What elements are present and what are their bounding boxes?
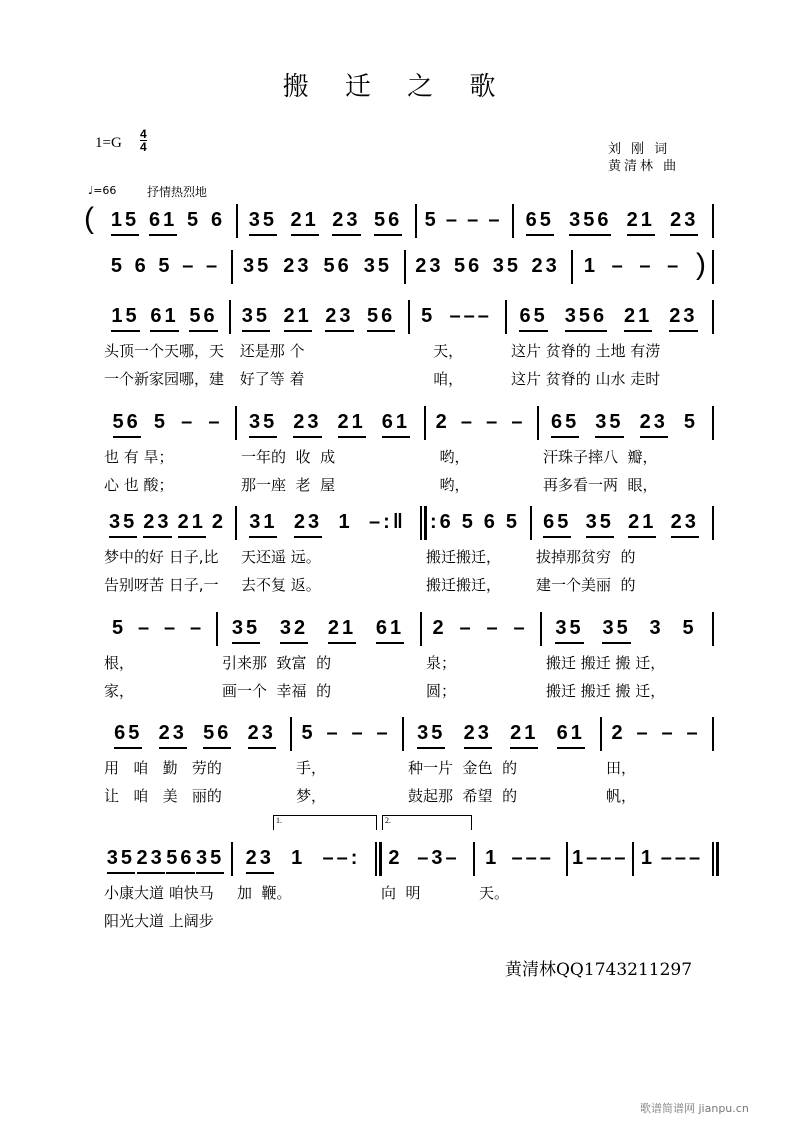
note-group: 23 [294, 510, 322, 538]
note-group: 1 [583, 255, 598, 277]
note-group: 15 [111, 304, 139, 332]
barline [229, 300, 231, 334]
note-group: 23 [248, 721, 276, 749]
note-group: 56 [113, 410, 141, 438]
note-group: 35 [109, 510, 137, 538]
measure [536, 510, 706, 540]
note-group: 5 [461, 511, 476, 533]
barline [420, 506, 422, 540]
note-group: – [351, 722, 366, 744]
lyric-verse-1: 小康大道 咱快马 [104, 884, 214, 902]
lyric-verse-1: 汗珠子摔八 瓣， [543, 448, 658, 466]
note-group: – [189, 617, 205, 639]
note-group: – [639, 255, 654, 277]
lyric-verse-2: 圆； [426, 682, 457, 700]
measure [106, 616, 210, 646]
lyric-verse-1: 泉； [426, 654, 457, 672]
note-group: –:‖ [369, 511, 406, 533]
measure [381, 846, 467, 876]
lyric-verse-2: 咱， [414, 370, 464, 388]
measure [242, 208, 409, 238]
lyric-verse-1: 用 咱 勤 劳的 [104, 759, 222, 777]
note-group: 5 [187, 209, 202, 231]
note-group: 23 [332, 208, 360, 236]
volta-1: 1. [273, 815, 377, 830]
lyric-verse-2: 哟， [430, 476, 470, 494]
note-group: – [611, 255, 626, 277]
measure [518, 208, 706, 238]
barline [236, 204, 238, 238]
key-signature: 1=G [95, 135, 122, 151]
lyric-verse-1: 还是那 个 [235, 342, 305, 360]
note-group: 23 [143, 510, 171, 538]
measure [572, 846, 629, 876]
barline [712, 612, 714, 646]
note-group: 35 [417, 721, 445, 749]
note-group: ––– [586, 847, 629, 869]
measure [511, 304, 706, 334]
measure [237, 254, 398, 284]
lyric-verse-1: 哟， [430, 448, 470, 466]
barline [473, 842, 475, 876]
note-group: – [467, 209, 482, 231]
note-group: ––: [322, 847, 361, 869]
note-group: 23 [325, 304, 353, 332]
note-group: 5 [158, 255, 173, 277]
note-group: 21 [178, 510, 206, 538]
measure [106, 254, 225, 284]
time-top: 4 [140, 127, 147, 141]
note-group: – [667, 255, 682, 277]
note-group: 23 [283, 255, 312, 277]
note-group: 23 [640, 410, 668, 438]
note-group: ––– [449, 305, 492, 327]
song-title: 搬 迁 之 歌 [282, 72, 510, 102]
lyric-verse-1: 也 有 旱； [104, 448, 174, 466]
note-group: 21 [628, 510, 656, 538]
note-group: – [488, 209, 503, 231]
lyric-verse-1: 梦中的好 日子,比 [104, 548, 219, 566]
note-group: 1 [572, 847, 587, 869]
barline [402, 717, 404, 751]
lyric-verse-2: 一个新家园哪，建 [104, 370, 225, 388]
note-group: 21 [627, 208, 655, 236]
note-group: – [137, 617, 153, 639]
expression-mark: 抒情热烈地 [147, 185, 208, 199]
lyric-verse-2: 再多看一两 眼， [543, 476, 658, 494]
note-group: 5 [683, 411, 698, 433]
note-group: 35 [555, 616, 583, 644]
note-group: – [326, 722, 341, 744]
barline [566, 842, 568, 876]
note-group: 6 [134, 255, 149, 277]
measure [479, 846, 560, 876]
time-signature [140, 128, 147, 153]
time-bottom: 4 [140, 140, 147, 154]
note-group: 21 [510, 721, 538, 749]
note-group: – [686, 722, 701, 744]
open-paren: ( [84, 202, 94, 235]
note-group: 5 [301, 722, 316, 744]
measure [414, 304, 499, 334]
note-group: 65 [551, 410, 579, 438]
note-group: 35 [243, 255, 272, 277]
note-group: 32 [280, 616, 308, 644]
note-group: 65 [114, 721, 142, 749]
lyric-verse-2: 梦， [296, 787, 327, 805]
lyricist-credit: 刘 刚 词 [608, 142, 671, 157]
note-group: 356 [569, 208, 611, 236]
lyric-verse-1: 根， [104, 654, 135, 672]
note-group: 31 [249, 510, 277, 538]
note-group: 5 [111, 617, 127, 639]
note-group: 6 [483, 511, 498, 533]
note-group: 35 [492, 255, 521, 277]
note-group: 15 [111, 208, 139, 236]
note-group: 56 [367, 304, 395, 332]
measure [222, 616, 414, 646]
lyric-verse-1: 天。 [479, 884, 510, 902]
note-group: – [376, 722, 391, 744]
lyric-verse-1: 天还遥 远。 [241, 548, 321, 566]
measure [106, 721, 284, 751]
note-group: 56 [203, 721, 231, 749]
measure [106, 208, 230, 238]
volta-2: 2. [382, 815, 472, 830]
barline [712, 717, 714, 751]
barline [716, 842, 719, 876]
lyric-verse-2: 好了等 着 [235, 370, 305, 388]
lyric-verse-2: 搬迁搬迁， [426, 576, 502, 594]
note-group: 356 [565, 304, 607, 332]
barline [408, 300, 410, 334]
measure [577, 254, 688, 284]
note-group: 35 [586, 510, 614, 538]
measure [106, 304, 223, 334]
note-group: 21 [624, 304, 652, 332]
note-group: – [208, 411, 223, 433]
lyric-verse-2: 画一个 幸福 的 [222, 682, 332, 700]
note-group: 23 [415, 255, 444, 277]
lyric-verse-1: 向 明 [381, 884, 421, 902]
note-group: – [445, 209, 460, 231]
note-group: 23 [669, 304, 697, 332]
barline [512, 204, 514, 238]
barline [235, 506, 237, 540]
barline [712, 250, 714, 284]
measure [408, 721, 594, 751]
note-group: 56 [454, 255, 483, 277]
note-group: 5 [682, 617, 697, 639]
barline [290, 717, 292, 751]
note-group: 61 [376, 616, 404, 644]
lyric-verse-2: 阳光大道 上阔步 [104, 912, 214, 930]
note-group: – [636, 722, 651, 744]
note-group: – [182, 255, 197, 277]
note-group: 35 [602, 616, 630, 644]
note-group: 35 [232, 616, 260, 644]
note-group: 61 [149, 208, 177, 236]
lyric-verse-1: 搬迁搬迁， [426, 548, 502, 566]
note-group: 5 [424, 209, 439, 231]
note-group: 6 [210, 209, 226, 231]
note-group: 23 [671, 510, 699, 538]
lyric-verse-1: 这片 贫脊的 土地 有涝 [511, 342, 661, 360]
note-group: 2 [435, 411, 450, 433]
note-group: 35 [107, 846, 135, 874]
note-group: 5 [505, 511, 520, 533]
note-group: 21 [284, 304, 312, 332]
note-group: 1 [485, 847, 500, 869]
note-group: 23 [670, 208, 698, 236]
note-group: 56 [323, 255, 352, 277]
note-group: 21 [328, 616, 356, 644]
lyric-verse-1: 加 鞭。 [237, 884, 292, 902]
lyric-verse-1: 一年的 收 成 [241, 448, 336, 466]
note-group: 35 [249, 410, 277, 438]
note-group: 1 [338, 511, 353, 533]
note-group: 23 [159, 721, 187, 749]
note-group: 3 [649, 617, 664, 639]
note-group: 1 [291, 847, 306, 869]
lyric-verse-2: 家， [104, 682, 135, 700]
measure [421, 208, 506, 238]
barline [571, 250, 573, 284]
note-group: 1 [640, 847, 655, 869]
measure [106, 510, 229, 540]
note-group: ––– [511, 847, 554, 869]
barline [600, 717, 602, 751]
note-group: 21 [338, 410, 366, 438]
measure [430, 410, 531, 440]
note-group: 2 [388, 847, 403, 869]
barline [216, 612, 218, 646]
note-group: 5 [153, 411, 169, 433]
note-group: 21 [291, 208, 319, 236]
lyric-verse-1: 拔掉那贫穷 的 [536, 548, 636, 566]
composer-credit: 黄清林 曲 [608, 159, 680, 174]
lyric-verse-2: 去不复 返。 [241, 576, 321, 594]
note-group: 2 [611, 722, 626, 744]
lyric-verse-2: 搬迁 搬迁 搬 迁， [546, 682, 666, 700]
barline [712, 300, 714, 334]
note-group: 5 [421, 305, 436, 327]
lyric-verse-2: 建一个美丽 的 [536, 576, 636, 594]
barline [231, 842, 233, 876]
barline [505, 300, 507, 334]
note-group: 5 [110, 255, 125, 277]
note-group: 23 [293, 410, 321, 438]
note-group: 23 [246, 846, 274, 874]
measure [638, 846, 706, 876]
note-group: 56 [166, 846, 194, 874]
barline [537, 406, 539, 440]
note-group: 61 [557, 721, 585, 749]
note-group: 56 [374, 208, 402, 236]
barline [530, 506, 532, 540]
barline [420, 612, 422, 646]
note-group: 65 [519, 304, 547, 332]
measure [543, 410, 706, 440]
measure [426, 616, 534, 646]
note-group: 2 [211, 511, 226, 533]
note-group: 35 [595, 410, 623, 438]
note-group: 2 [432, 617, 447, 639]
note-group: – [181, 411, 196, 433]
barline [712, 506, 714, 540]
measure [410, 254, 565, 284]
note-group: 23 [531, 255, 560, 277]
barline [712, 842, 714, 876]
barline [424, 406, 426, 440]
measure [106, 410, 229, 440]
note-group: – [486, 617, 501, 639]
note-group: 23 [464, 721, 492, 749]
lyric-verse-1: 引来那 致富 的 [222, 654, 332, 672]
note-group: – [163, 617, 179, 639]
note-group: 35 [363, 255, 392, 277]
barline [415, 204, 417, 238]
barline [231, 250, 233, 284]
close-paren: ) [696, 248, 706, 281]
watermark: 歌谱简谱网 jianpu.cn [640, 1102, 749, 1115]
lyric-verse-2: 让 咱 美 丽的 [104, 787, 222, 805]
lyric-verse-1: 田， [606, 759, 637, 777]
note-group: –3– [417, 847, 460, 869]
lyric-verse-2: 那一座 老 屋 [241, 476, 336, 494]
note-group: :6 [429, 511, 454, 533]
note-group: ––– [660, 847, 704, 869]
note-group: 23 [137, 846, 165, 874]
note-group: 56 [189, 304, 217, 332]
lyric-verse-1: 搬迁 搬迁 搬 迁， [546, 654, 666, 672]
note-group: – [511, 411, 526, 433]
note-group: – [513, 617, 528, 639]
measure [241, 510, 414, 540]
note-group: 35 [196, 846, 224, 874]
lyric-verse-1: 手， [296, 759, 327, 777]
barline [540, 612, 542, 646]
barline [712, 204, 714, 238]
measure [546, 616, 706, 646]
lyric-verse-2: 这片 贫脊的 山水 走时 [511, 370, 661, 388]
measure [606, 721, 706, 751]
note-group: 61 [150, 304, 178, 332]
measure [106, 846, 225, 876]
note-group: – [486, 411, 501, 433]
barline [375, 842, 377, 876]
lyric-verse-2: 鼓起那 希望 的 [408, 787, 518, 805]
lyric-verse-2: 心 也 酸； [104, 476, 174, 494]
note-group: 61 [382, 410, 410, 438]
note-group: 65 [526, 208, 554, 236]
lyric-verse-1: 种一片 金色 的 [408, 759, 518, 777]
lyric-verse-2: 告别呀苦 日子,一 [104, 576, 219, 594]
lyric-verse-2: 帆， [606, 787, 637, 805]
measure [235, 304, 402, 334]
note-group: 65 [543, 510, 571, 538]
lyric-verse-1: 天， [414, 342, 464, 360]
barline [235, 406, 237, 440]
barline [712, 406, 714, 440]
measure [241, 410, 418, 440]
lyric-verse-1: 头顶一个天哪，天 [104, 342, 225, 360]
note-group: – [459, 617, 474, 639]
note-group: – [661, 722, 676, 744]
note-group: – [206, 255, 221, 277]
measure [426, 510, 524, 540]
barline [632, 842, 634, 876]
note-group: 35 [249, 208, 277, 236]
note-group: 35 [242, 304, 270, 332]
arranger-signature: 黄清林QQ1743211297 [505, 960, 693, 980]
note-group: – [460, 411, 475, 433]
measure [296, 721, 396, 751]
barline [404, 250, 406, 284]
tempo-mark: ♩=66 [88, 184, 117, 197]
measure [237, 846, 369, 876]
